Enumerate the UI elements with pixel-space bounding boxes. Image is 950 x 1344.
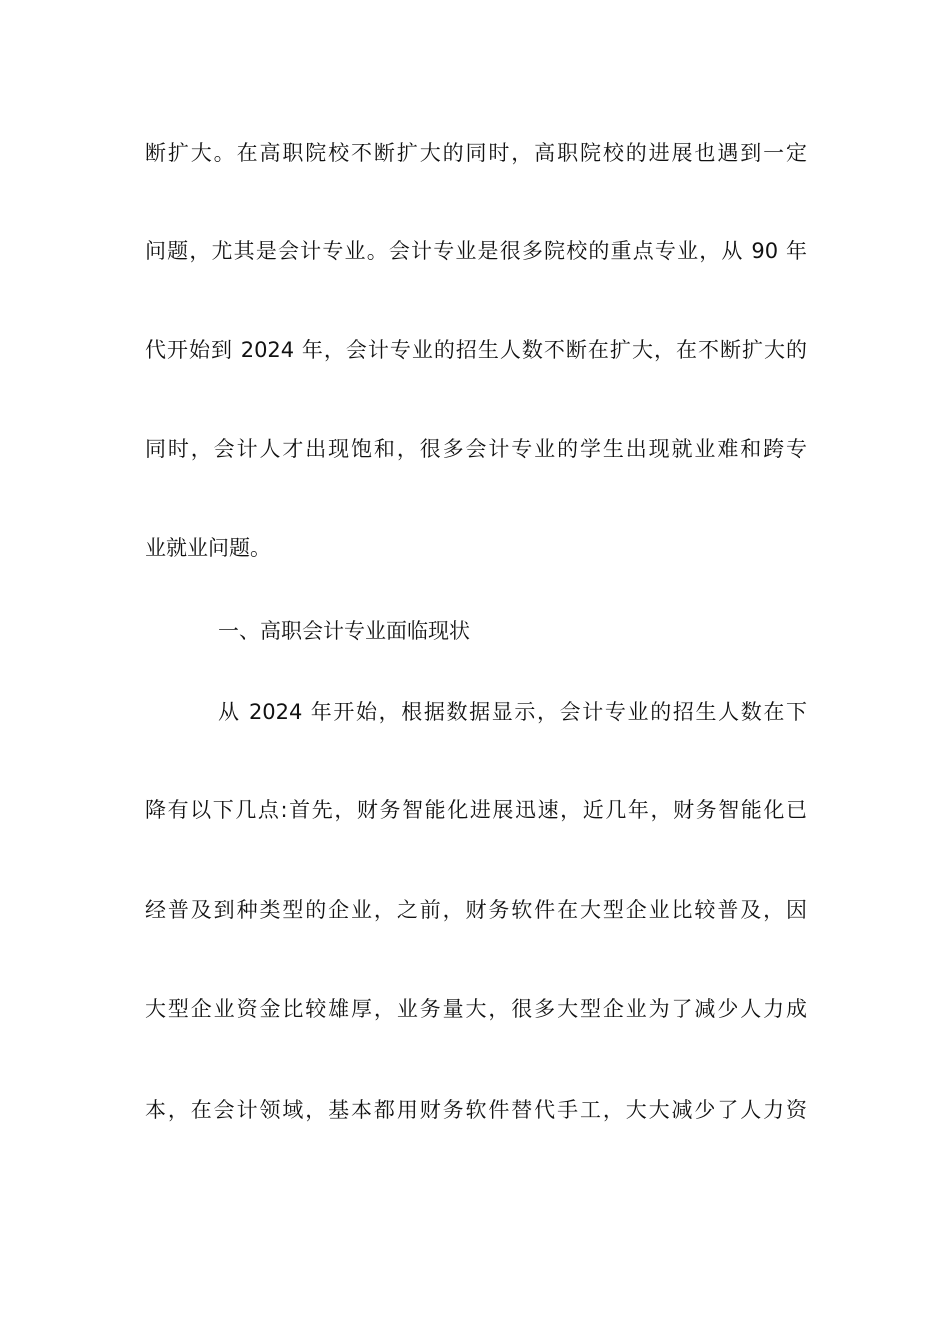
paragraph-line: 断扩大。在高职院校不断扩大的同时，高职院校的进展也遇到一定 [145,141,807,165]
paragraph-line: 从 2024 年开始，根据数据显示，会计专业的招生人数在下 [218,700,807,724]
paragraph-line: 问题，尤其是会计专业。会计专业是很多院校的重点专业，从 90 年 [145,239,807,263]
paragraph-line: 同时，会计人才出现饱和，很多会计专业的学生出现就业难和跨专 [145,437,807,461]
paragraph-line: 业就业问题。 [145,536,271,560]
section-heading: 一、高职会计专业面临现状 [218,619,470,643]
paragraph-line: 降有以下几点:首先，财务智能化进展迅速，近几年，财务智能化已 [145,798,807,822]
paragraph-line: 代开始到 2024 年，会计专业的招生人数不断在扩大，在不断扩大的 [145,338,807,362]
paragraph-line: 大型企业资金比较雄厚，业务量大，很多大型企业为了减少人力成 [145,997,807,1021]
paragraph-line: 经普及到种类型的企业，之前，财务软件在大型企业比较普及，因 [145,898,807,922]
paragraph-line: 本，在会计领域，基本都用财务软件替代手工，大大减少了人力资 [145,1098,807,1122]
